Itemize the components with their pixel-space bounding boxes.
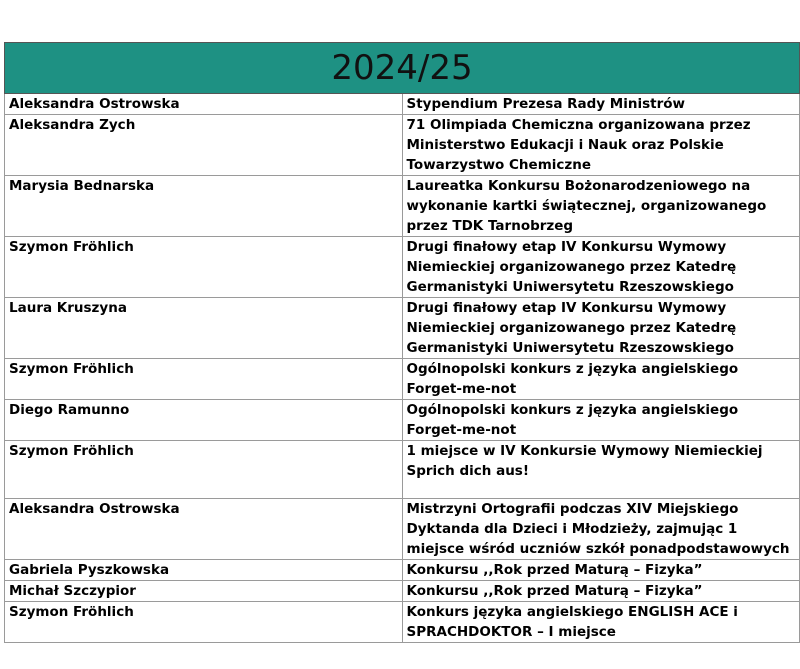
table-row [5, 94, 800, 115]
student-name: Marysia Bednarska [5, 176, 403, 237]
table-row [5, 298, 800, 359]
table-row [5, 560, 800, 581]
award-description: Ogólnopolski konkurs z języka angielskiego Forget-me-not [402, 359, 800, 400]
student-name: Aleksandra Ostrowska [5, 94, 403, 115]
table-row [5, 237, 800, 298]
student-name: Aleksandra Zych [5, 115, 403, 176]
student-name: Michał Szczypior [5, 581, 403, 602]
table-row [5, 115, 800, 176]
award-description: Laureatka Konkursu Bożonarodzeniowego na wykonanie kartki świątecznej, organizowanego przez TDK Tarnobrzeg [402, 176, 800, 237]
award-description: 71 Olimpiada Chemiczna organizowana przez Ministerstwo Edukacji i Nauk oraz Polskie Towarzystwo Chemiczne [402, 115, 800, 176]
table-row [5, 499, 800, 560]
student-name: Gabriela Pyszkowska [5, 560, 403, 581]
student-name: Szymon Fröhlich [5, 602, 403, 643]
school-year-title: 2024/25 [5, 43, 800, 94]
award-description: Ogólnopolski konkurs z języka angielskiego Forget-me-not [402, 400, 800, 441]
award-description: Drugi finałowy etap IV Konkursu Wymowy Niemieckiej organizowanego przez Katedrę Germanistyki Uniwersytetu Rzeszowskiego [402, 237, 800, 298]
award-description: Konkursu ,,Rok przed Maturą – Fizyka” [402, 560, 800, 581]
awards-document [4, 42, 800, 643]
table-row [5, 581, 800, 602]
student-name: Szymon Fröhlich [5, 441, 403, 499]
awards-table [4, 42, 800, 643]
student-name: Aleksandra Ostrowska [5, 499, 403, 560]
student-name: Diego Ramunno [5, 400, 403, 441]
student-name: Szymon Fröhlich [5, 359, 403, 400]
student-name: Laura Kruszyna [5, 298, 403, 359]
table-row [5, 359, 800, 400]
award-description: Konkursu ,,Rok przed Maturą – Fizyka” [402, 581, 800, 602]
award-description: Mistrzyni Ortografii podczas XIV Miejskiego Dyktanda dla Dzieci i Młodzieży, zajmując 1 miejsce wśród uczniów szkół ponadpodstawowych [402, 499, 800, 560]
table-row [5, 602, 800, 643]
award-description: Drugi finałowy etap IV Konkursu Wymowy Niemieckiej organizowanego przez Katedrę Germanistyki Uniwersytetu Rzeszowskiego [402, 298, 800, 359]
award-description: 1 miejsce w IV Konkursie Wymowy Niemieckiej Sprich dich aus! [402, 441, 800, 499]
table-row [5, 441, 800, 499]
award-description: Konkurs języka angielskiego ENGLISH ACE i SPRACHDOKTOR – I miejsce [402, 602, 800, 643]
table-row [5, 400, 800, 441]
table-row [5, 176, 800, 237]
student-name: Szymon Fröhlich [5, 237, 403, 298]
title-row [5, 43, 800, 94]
award-description: Stypendium Prezesa Rady Ministrów [402, 94, 800, 115]
